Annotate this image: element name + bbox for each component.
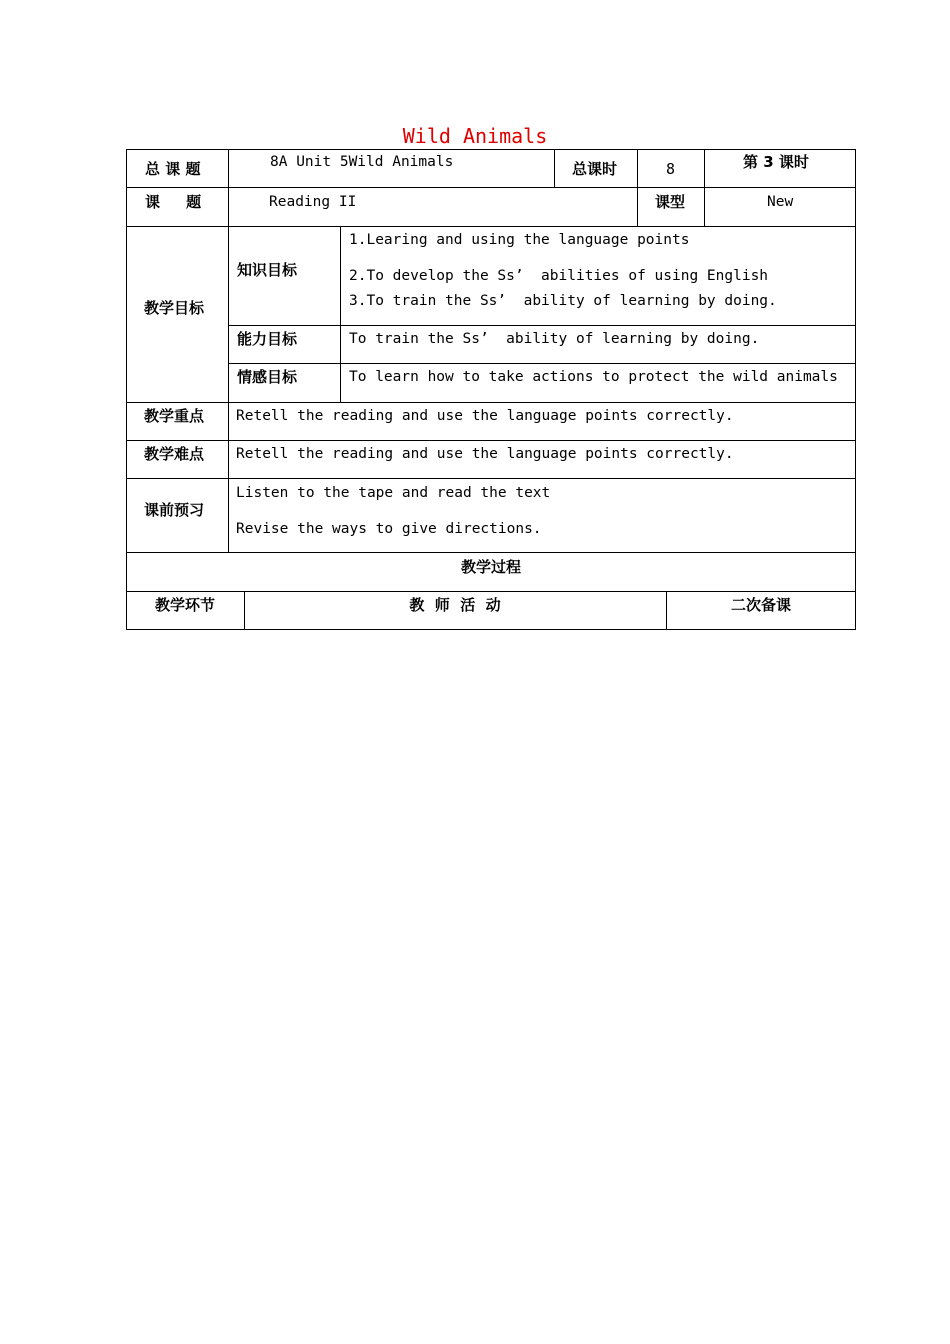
- label-ability: 能力目标: [237, 330, 298, 348]
- col-teacher-activity: 教 师 活 动: [409, 596, 501, 614]
- col-stage: 教学环节: [154, 596, 215, 614]
- label-topic: 总 课 题: [145, 160, 201, 178]
- label-knowledge: 知识目标: [237, 261, 298, 279]
- lesson-type-value: New: [767, 194, 794, 210]
- lesson-value: Reading II: [269, 194, 357, 210]
- lesson-plan-table: [0, 0, 950, 640]
- key-points-text: Retell the reading and use the language points correctly.: [236, 408, 734, 424]
- preview-line-2: Revise the ways to give directions.: [236, 521, 542, 537]
- knowledge-item-1: 1.Learing and using the language points: [349, 232, 690, 248]
- label-objectives: 教学目标: [144, 299, 205, 317]
- ability-text: To train the Ss’ ability of learning by doing.: [349, 331, 760, 347]
- preview-line-1: Listen to the tape and read the text: [236, 485, 551, 501]
- label-process: 教学过程: [460, 558, 521, 576]
- label-emotion: 情感目标: [237, 368, 298, 386]
- label-key-points: 教学重点: [144, 407, 205, 425]
- label-lesson: 课 题: [145, 193, 202, 211]
- document-title: Wild Animals: [402, 124, 548, 148]
- lesson-number: 第 3 课时: [743, 153, 809, 171]
- label-lesson-type: 课型: [655, 193, 686, 211]
- difficulties-text: Retell the reading and use the language points correctly.: [236, 446, 734, 462]
- col-second-prep: 二次备课: [730, 596, 791, 614]
- total-hours-value: 8: [666, 160, 676, 178]
- label-total-hours: 总课时: [572, 160, 618, 178]
- label-difficulties: 教学难点: [144, 445, 205, 463]
- topic-value: 8A Unit 5Wild Animals: [270, 154, 454, 170]
- emotion-text: To learn how to take actions to protect the wild animals: [349, 369, 838, 385]
- knowledge-item-3: 3.To train the Ss’ ability of learning by doing.: [349, 293, 777, 309]
- knowledge-item-2: 2.To develop the Ss’ abilities of using English: [349, 268, 769, 284]
- label-preview: 课前预习: [144, 501, 205, 519]
